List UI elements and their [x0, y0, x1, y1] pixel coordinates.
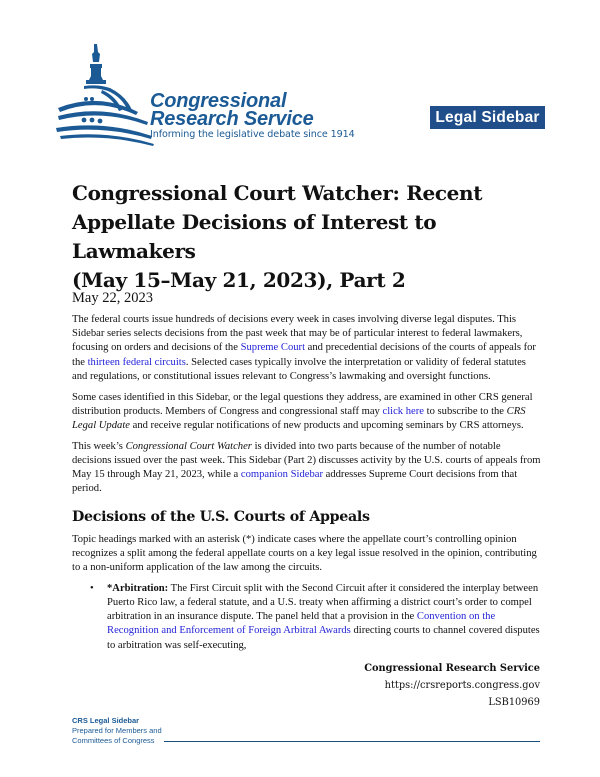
capitol-dome-logo-icon	[56, 42, 156, 147]
brand-tagline: Informing the legislative debate since 1914	[150, 129, 355, 140]
intro-paragraph-3	[72, 440, 542, 497]
text: to subscribe to the	[423, 405, 507, 417]
publication-name: CRS Legal Update	[72, 405, 526, 431]
case-item	[90, 582, 542, 653]
section-intro: Topic headings marked with an asterisk (*) indicate cases where the appellate court’s controlling opinion recognizes a split among the federal appellate courts on a key legal issue resolved in the opinion, contributing to a non-uniform application of the law among the circuits.	[72, 533, 537, 574]
legal-sidebar-badge: Legal Sidebar	[430, 106, 545, 129]
text: directing courts to channel covered disputes to arbitration was self-executing,	[107, 625, 540, 651]
brand-line-1: Congressional	[150, 90, 287, 112]
footer-divider	[164, 741, 540, 742]
text: Some cases identified in this Sidebar, or the legal questions they address, are examined in other CRS general distribution products. Members of Congress and congressional staff may	[72, 391, 533, 417]
bullet-icon: •	[90, 582, 94, 594]
supreme-court-link[interactable]: Supreme Court	[240, 342, 306, 354]
footer-info	[364, 660, 540, 711]
title-line: Appellate Decisions of Interest to Lawmakers	[72, 210, 437, 263]
title-line: (May 15–May 21, 2023), Part 2	[72, 268, 406, 292]
footer-label-line: Committees of Congress	[72, 736, 155, 745]
title-line: Congressional Court Watcher: Recent	[72, 181, 483, 205]
footer-label	[72, 716, 162, 746]
footer-label-line: Prepared for Members and	[72, 726, 162, 735]
companion-sidebar-link[interactable]: companion Sidebar	[240, 469, 323, 481]
document-body	[72, 313, 542, 653]
text: and precedential decisions of the courts of appeals for the	[72, 342, 536, 368]
convention-link[interactable]: Convention on the Recognition and Enforcement of Foreign Arbitral Awards	[107, 611, 496, 637]
text: . Selected cases typically involve the interpretation or validity of federal statutes and regulations, or constitutional issues relevant to Congress’s lawmaking and oversight functions.	[72, 356, 526, 382]
case-topic: *Arbitration:	[107, 582, 169, 594]
text: is divided into two parts because of the number of notable decisions issued over the past week. This Sidebar (Part 2) discusses activity by the U.S. courts of appeals from May 15 through May 21, 2023, while a	[72, 440, 541, 481]
text: and receive regular notifications of new products and upcoming seminars by CRS attorneys.	[129, 419, 524, 431]
text: The federal courts issue hundreds of decisions every week in cases involving diverse legal disputes. This Sidebar series selects decisions from the past week that may be of particular interest to federal lawmakers, focusing on orders and decisions of the	[72, 314, 523, 354]
subscribe-link[interactable]: click here	[382, 405, 424, 417]
text: The First Circuit split with the Second Circuit after it considered the interplay between Puerto Rico law, a federal statute, and a U.S. treaty when affirming a district court’s order to compel arbitration in an insurance dispute. The panel held that a provision in the	[107, 582, 539, 623]
case-list	[72, 582, 542, 653]
series-name: Congressional Court Watcher	[125, 440, 252, 452]
text: addresses Supreme Court decisions from that period.	[72, 469, 518, 495]
document-title	[72, 179, 552, 295]
federal-circuits-link[interactable]: thirteen federal circuits	[87, 356, 186, 368]
report-id: LSB10969	[488, 697, 540, 708]
brand-line-2: Research Service	[150, 108, 314, 130]
brand-name	[150, 92, 314, 128]
footer-label-title: CRS Legal Sidebar	[72, 716, 140, 725]
footer-url: https://crsreports.congress.gov	[384, 680, 540, 691]
intro-paragraph-1	[72, 313, 542, 384]
text: This week’s	[72, 440, 126, 452]
publication-date: May 22, 2023	[72, 290, 153, 306]
intro-paragraph-2	[72, 391, 542, 434]
section-heading: Decisions of the U.S. Courts of Appeals	[72, 509, 370, 526]
footer-org: Congressional Research Service	[364, 663, 540, 674]
